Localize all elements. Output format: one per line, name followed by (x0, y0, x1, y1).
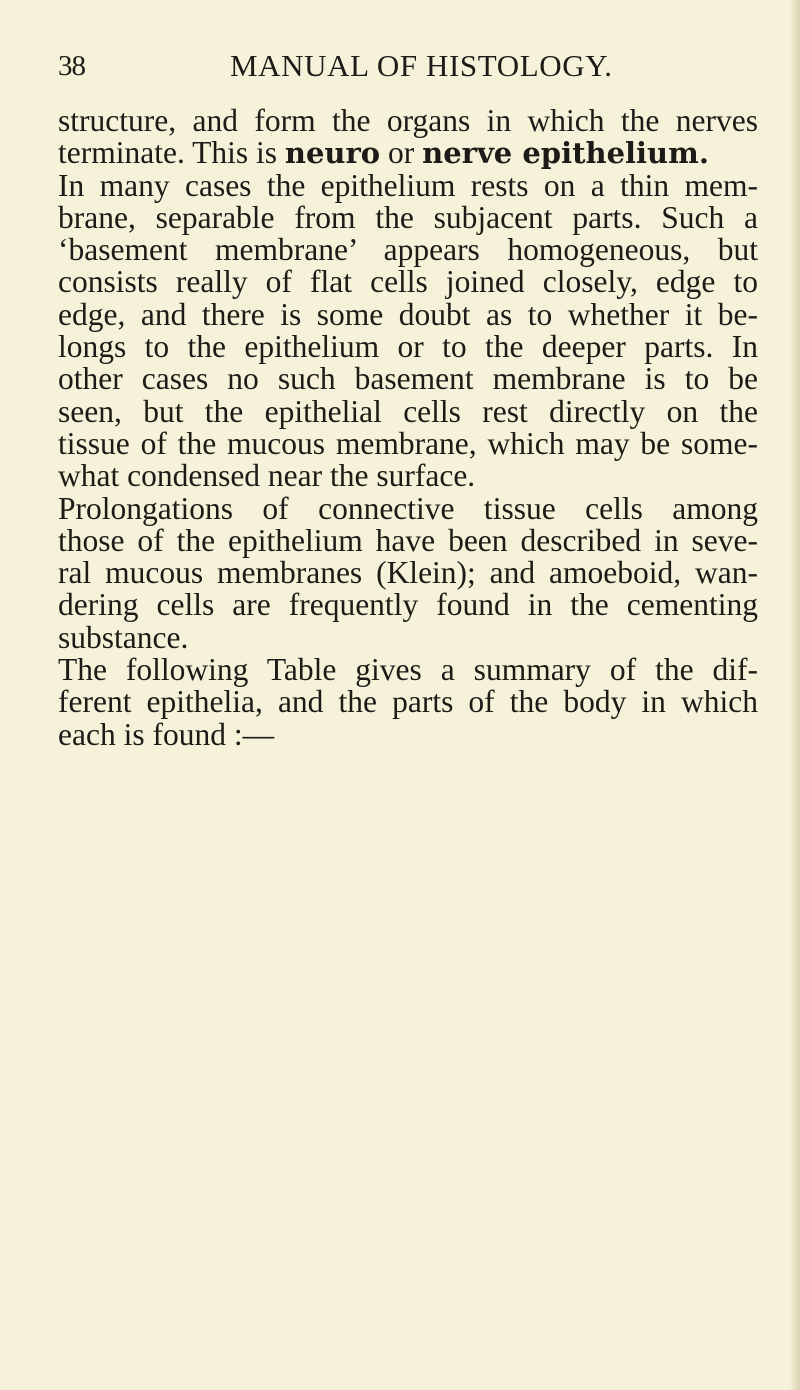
text-line: seen, but the epithelial cells rest directly on the (58, 393, 758, 429)
text-line: ‘basement membrane’ appears homogeneous, but (58, 232, 758, 268)
page-header (58, 48, 748, 84)
text-line: consists really of flat cells joined closely, edge to (58, 264, 758, 300)
text-line: The following Table gives a summary of the dif- (58, 652, 758, 688)
text-line: Prolongations of connective tissue cells among (58, 490, 758, 526)
text-line: structure, and form the organs in which the nerves (58, 103, 758, 138)
text-line: dering cells are frequently found in the cementing (58, 587, 758, 623)
bold-term-nerve-epithelium: nerve epithelium. (422, 136, 709, 171)
text-line: In many cases the epithelium rests on a thin mem- (58, 167, 758, 203)
body-text (58, 105, 758, 751)
text-line: tissue of the mucous membrane, which may be some- (58, 425, 758, 461)
bold-term-neuro: neuro (284, 136, 381, 171)
page-number: 38 (58, 50, 85, 82)
page-edge-shadow (790, 0, 800, 1390)
text-line: ral mucous membranes (Klein); and amoeboid, wan- (58, 555, 758, 591)
text-line: substance. (58, 619, 189, 655)
text-fragment-or: or (388, 135, 415, 171)
text-line (58, 137, 758, 169)
text-line: those of the epithelium have been described in seve- (58, 522, 758, 558)
text-line: what condensed near the surface. (58, 458, 476, 494)
text-fragment: terminate. This is (58, 135, 278, 171)
text-line: longs to the epithelium or to the deeper parts. In (58, 329, 758, 365)
text-line: each is found :— (58, 716, 275, 752)
text-line: edge, and there is some doubt as to whether it be- (58, 296, 758, 332)
text-line: brane, separable from the subjacent parts. Such a (58, 199, 758, 235)
running-title: MANUAL OF HISTOLOGY. (230, 48, 613, 83)
text-line: other cases no such basement membrane is to be (58, 361, 758, 397)
text-line: ferent epithelia, and the parts of the body in which (58, 684, 758, 720)
